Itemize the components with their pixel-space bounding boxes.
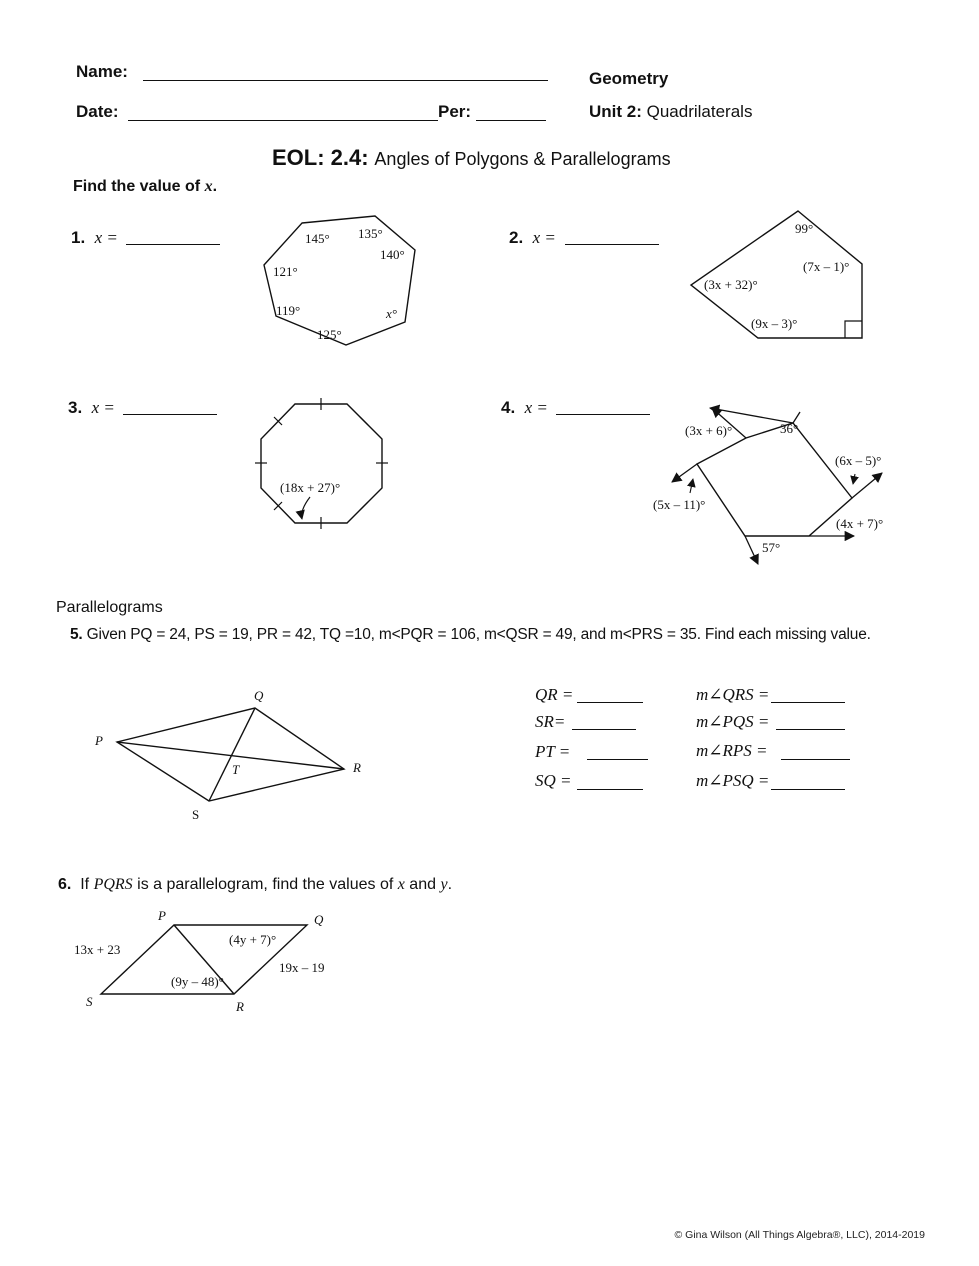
problem-6-text-a: If [80, 876, 90, 893]
title-code: EOL: 2.4: [272, 145, 369, 170]
section-parallelograms: Parallelograms [56, 599, 163, 616]
p6-label-0: 13x + 23 [74, 942, 121, 957]
p2-angle-3: (9x – 3)° [751, 316, 798, 331]
p2-angle-0: 99° [795, 221, 814, 236]
unit-label: Unit 2: [589, 102, 642, 121]
p6-vertex-S: S [86, 994, 93, 1009]
unit-name: Quadrilaterals [646, 102, 753, 121]
problem-3-num: 3. [68, 398, 83, 417]
p1-angle-3: 121° [273, 264, 298, 279]
p5-answer-label-sr: SR= [535, 712, 566, 731]
p4-angle-4: (4x + 7)° [836, 516, 884, 531]
p1-angle-5: 125° [317, 327, 342, 342]
p6-label-2: 19x – 19 [279, 960, 325, 975]
p5-answer-qr[interactable] [577, 702, 643, 703]
problem-5-given: Given PQ = 24, PS = 19, PR = 42, TQ =10, m<PQR = 106, m<QSR = 49, and m<PRS = 35. Find each missing value. [86, 626, 871, 643]
problem-1-num: 1. [71, 228, 86, 247]
p5-vertex-P: P [95, 733, 103, 748]
p1-angle-4: 119° [276, 303, 301, 318]
problem-5-num: 5. [70, 626, 83, 643]
problem-4-hexagon [653, 408, 883, 564]
problem-6-parallelogram [74, 908, 325, 1014]
p5-answer-label-rps: m∠RPS = [696, 741, 768, 760]
p5-answer-label-sq: SQ = [535, 771, 572, 790]
p4-angle-3: (5x – 11)° [653, 497, 706, 512]
p5-answer-rps[interactable] [781, 759, 850, 760]
problem-5-parallelogram [94, 688, 361, 822]
problem-6-text [58, 876, 452, 894]
problem-6-and: and [409, 876, 436, 893]
p1-angle-0: 145° [305, 231, 330, 246]
problem-3-prompt: x = [91, 398, 115, 417]
p4-angle-0: (3x + 6)° [685, 423, 733, 438]
p6-vertex-P: P [158, 908, 166, 923]
instruction-text: Find the value of [73, 178, 201, 195]
problem-1-prompt: x = [94, 228, 118, 247]
problem-2-pentagon [691, 211, 862, 338]
p5-answer-sr[interactable] [572, 729, 636, 730]
p5-vertex-S: S [192, 807, 200, 822]
problem-6-var-y: y [440, 876, 448, 893]
problem-6-shape: PQRS [93, 876, 133, 893]
problem-2-prompt: x = [532, 228, 556, 247]
p4-angle-1: 36° [780, 421, 799, 436]
p3-angle-0: (18x + 27)° [280, 480, 341, 495]
p2-angle-1: (7x – 1)° [803, 259, 850, 274]
instruction-var: x [204, 178, 213, 195]
p6-label-3: (9y – 48)° [171, 974, 224, 989]
problem-4-prompt: x = [524, 398, 548, 417]
p4-angle-5: 57° [762, 540, 781, 555]
p6-vertex-Q: Q [314, 912, 324, 927]
problem-2-num: 2. [509, 228, 524, 247]
problem-4-num: 4. [501, 398, 516, 417]
footer-copyright: © Gina Wilson (All Things Algebra®, LLC), 2014-2019 [674, 1229, 925, 1241]
problem-6-num: 6. [58, 876, 72, 893]
p5-answer-pt[interactable] [587, 759, 648, 760]
p5-answer-psq[interactable] [771, 789, 845, 790]
instruction-end: . [212, 178, 218, 195]
p5-answer-pqs[interactable] [776, 729, 845, 730]
per-label: Per: [438, 102, 472, 121]
p4-angle-2: (6x – 5)° [835, 453, 882, 468]
p1-angle-1: 135° [358, 226, 383, 241]
p5-vertex-R: R [353, 760, 361, 775]
p5-answer-qrs[interactable] [771, 702, 845, 703]
p1-angle-6: x° [386, 306, 397, 321]
p2-angle-2: (3x + 32)° [704, 277, 758, 292]
p5-vertex-Q: Q [254, 688, 264, 703]
p5-answer-label-pqs: m∠PQS = [696, 712, 770, 731]
p5-answer-sq[interactable] [577, 789, 643, 790]
problem-1-heptagon [264, 216, 415, 345]
p6-vertex-R: R [236, 999, 244, 1014]
course-title: Geometry [589, 69, 669, 88]
problem-5-text [70, 626, 871, 644]
p5-answer-label-qr: QR = [535, 685, 574, 704]
problem-6-period: . [447, 876, 453, 893]
name-label: Name: [76, 62, 128, 81]
title-text: Angles of Polygons & Parallelograms [374, 149, 671, 169]
p1-angle-2: 140° [380, 247, 405, 262]
p5-answer-label-psq: m∠PSQ = [696, 771, 770, 790]
p6-label-1: (4y + 7)° [229, 932, 277, 947]
problem-6-text-b: is a parallelogram, find the values of [137, 876, 394, 893]
p5-vertex-T: T [232, 762, 240, 777]
problem-6-var-x: x [397, 876, 405, 893]
problem-3-octagon [255, 398, 388, 529]
p5-answer-label-qrs: m∠QRS = [696, 685, 770, 704]
p5-answer-label-pt: PT = [535, 742, 571, 761]
date-label: Date: [76, 102, 119, 121]
